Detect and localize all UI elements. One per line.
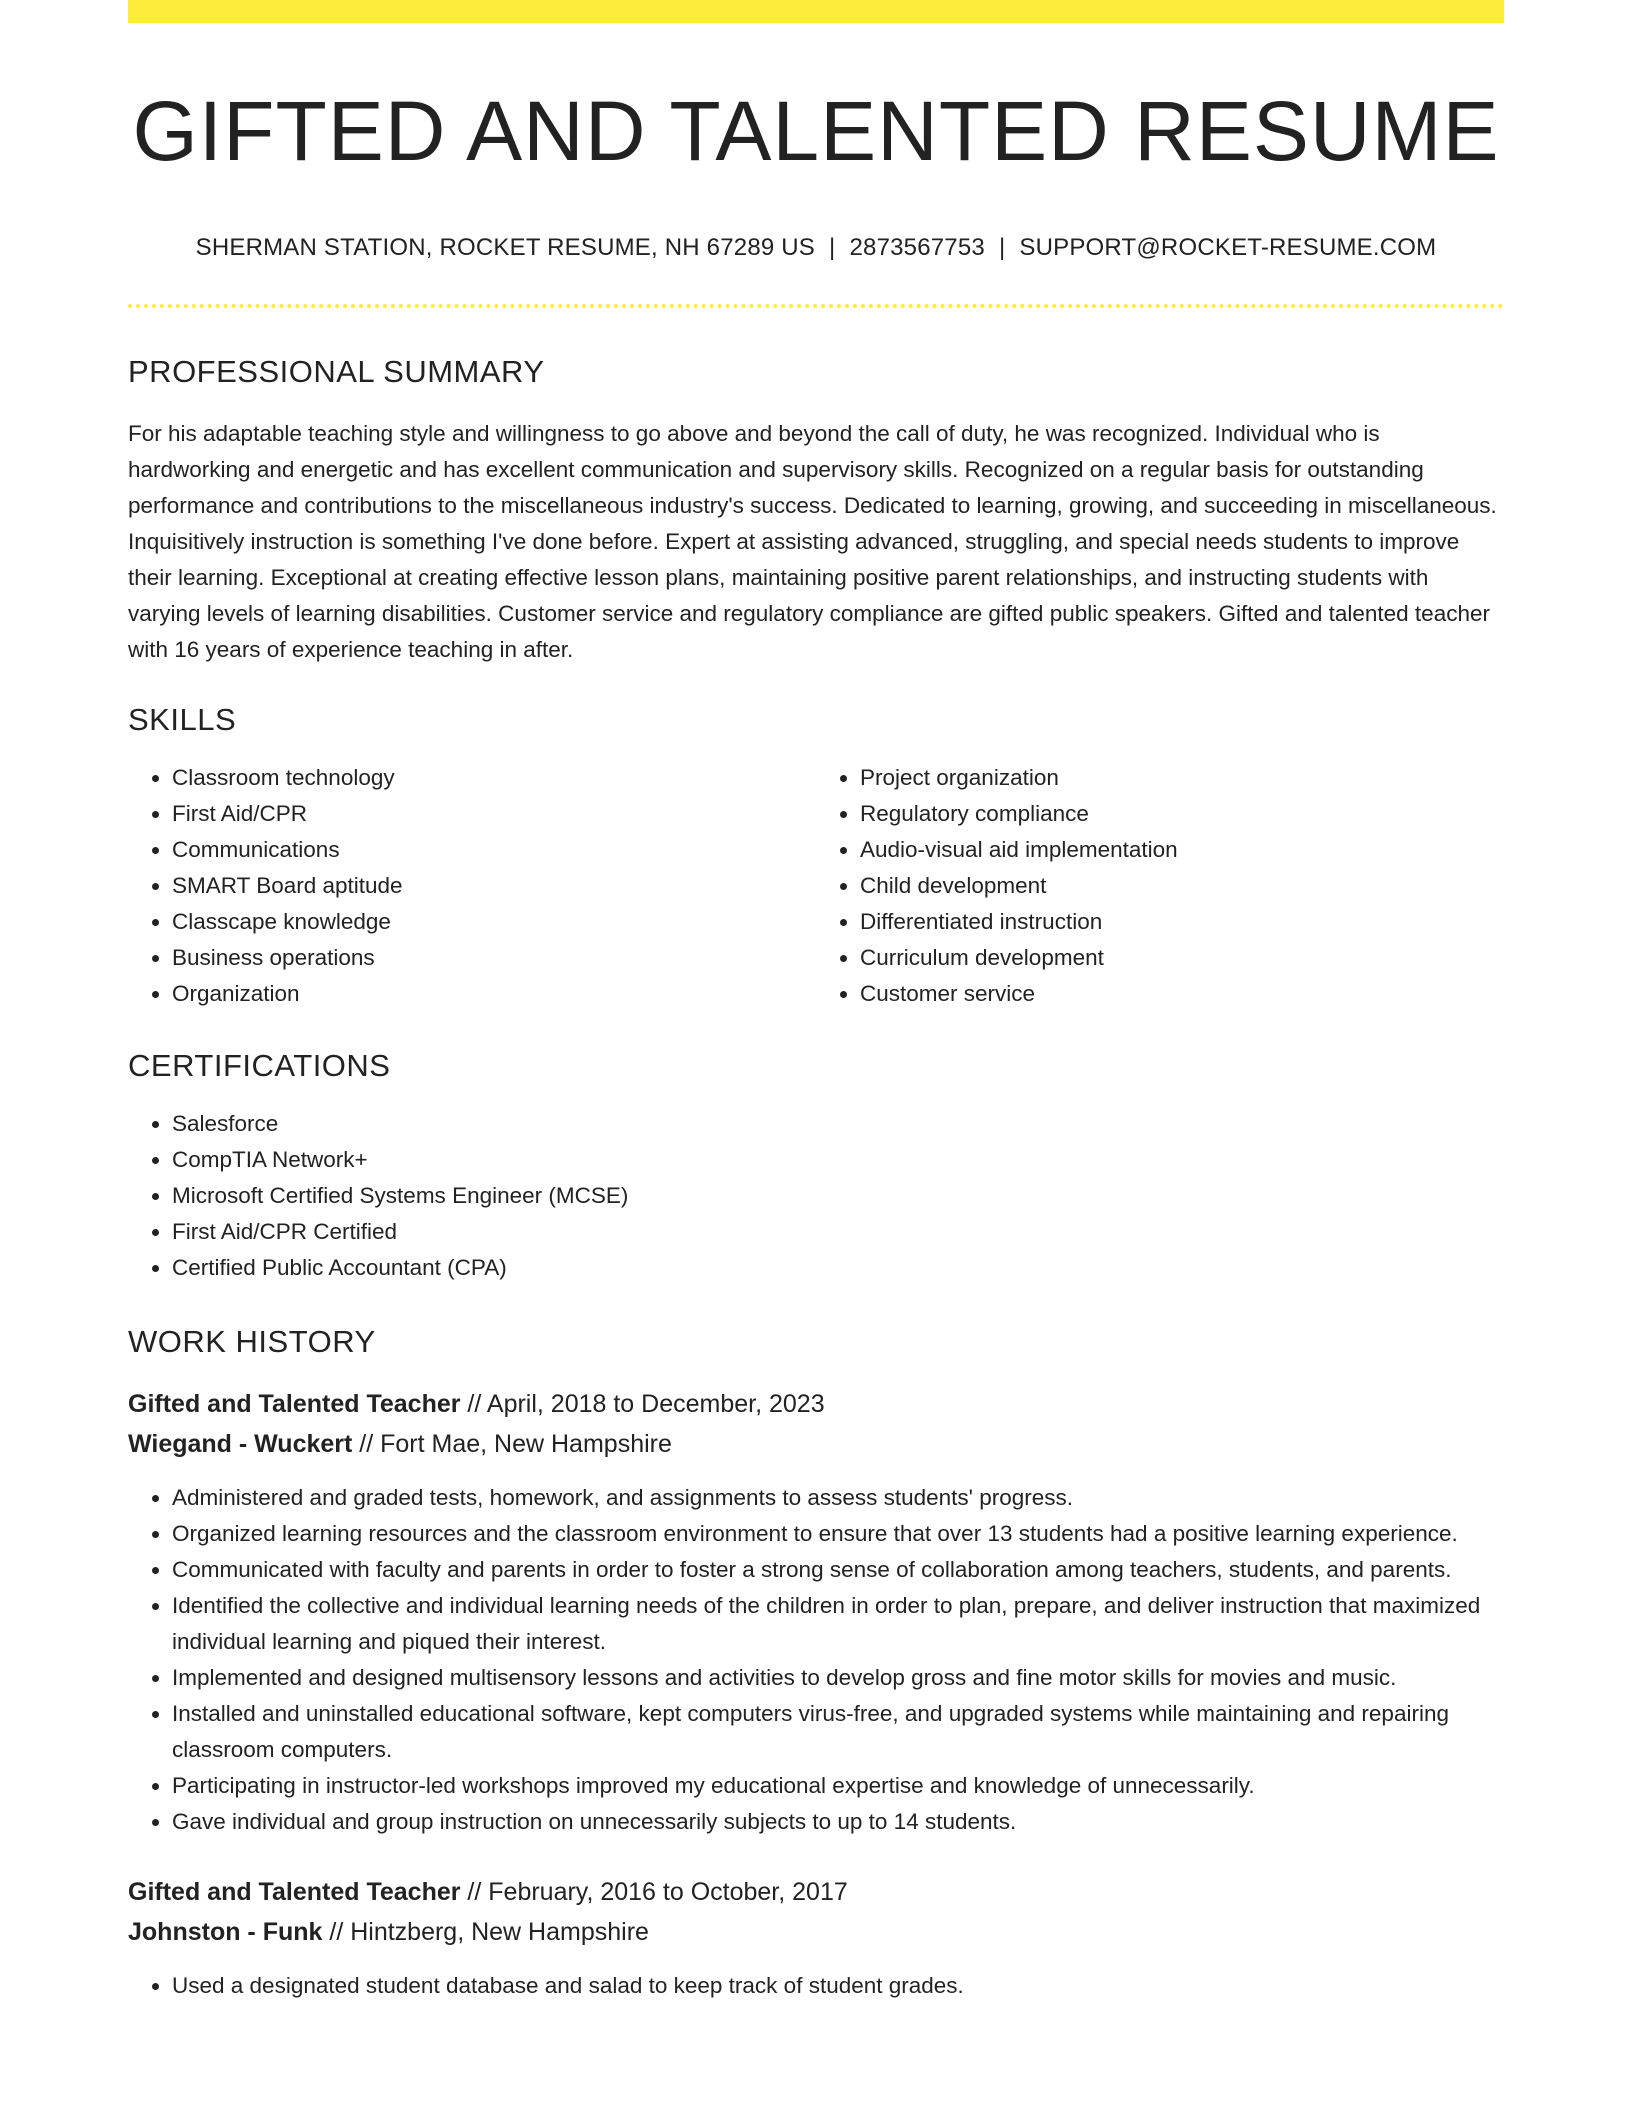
job-company: Wiegand - Wuckert: [128, 1429, 353, 1458]
job-location: // Fort Mae, New Hampshire: [352, 1429, 672, 1458]
job-company: Johnston - Funk: [128, 1917, 323, 1946]
skill-item: • Child development: [860, 868, 1504, 904]
skill-item: • Classcape knowledge: [172, 904, 816, 940]
accent-top-bar: [128, 0, 1504, 23]
job-dates: // February, 2016 to October, 2017: [460, 1877, 848, 1906]
job-duty-item: • Organized learning resources and the classroom environment to ensure that over 13 students had a positive learning experience.: [172, 1516, 1504, 1552]
contact-phone: 2873567753: [849, 233, 985, 261]
skill-item: • SMART Board aptitude: [172, 868, 816, 904]
job-duty-item: • Used a designated student database and salad to keep track of student grades.: [172, 1968, 1504, 2004]
job-company-line: [128, 1912, 1504, 1952]
skill-item: • Customer service: [860, 976, 1504, 1012]
skill-item: • Curriculum development: [860, 940, 1504, 976]
certification-item: • First Aid/CPR Certified: [172, 1214, 1504, 1250]
skill-item: • Communications: [172, 832, 816, 868]
job-location: // Hintzberg, New Hampshire: [322, 1917, 649, 1946]
job-duty-item: • Gave individual and group instruction on unnecessarily subjects to up to 14 students.: [172, 1804, 1504, 1840]
job-entry: [128, 1872, 1504, 2004]
certification-item: • Microsoft Certified Systems Engineer (MCSE): [172, 1178, 1504, 1214]
contact-separator: |: [998, 233, 1006, 261]
job-duty-item: • Participating in instructor-led workshops improved my educational expertise and knowledge of unnecessarily.: [172, 1768, 1504, 1804]
certification-item: • Salesforce: [172, 1106, 1504, 1142]
job-title: Gifted and Talented Teacher: [128, 1877, 461, 1906]
contact-line: [128, 234, 1504, 262]
dotted-divider: [128, 304, 1504, 308]
contact-separator: |: [829, 233, 836, 261]
job-title: Gifted and Talented Teacher: [128, 1389, 461, 1418]
job-duty-item: • Installed and uninstalled educational software, kept computers virus-free, and upgraded systems while maintaining and repairing classroom computers.: [172, 1696, 1504, 1768]
job-duty-item: • Identified the collective and individual learning needs of the children in order to plan, prepare, and deliver instruction that maximized individual learning and piqued their interest.: [172, 1588, 1504, 1660]
job-duties-list: [128, 1968, 1504, 2004]
skills-list-right: [816, 760, 1504, 1012]
skills-list-left: [128, 760, 816, 1012]
job-header: [128, 1872, 1504, 1952]
job-company-line: [128, 1424, 1504, 1464]
job-dates: // April, 2018 to December, 2023: [460, 1389, 825, 1418]
job-header: [128, 1384, 1504, 1464]
skill-item: • Organization: [172, 976, 816, 1012]
work-history-heading: WORK HISTORY: [128, 1323, 376, 1359]
skill-item: • Project organization: [860, 760, 1504, 796]
job-title-line: [128, 1384, 1504, 1424]
skills-heading: SKILLS: [128, 701, 237, 737]
job-duty-item: • Communicated with faculty and parents in order to foster a strong sense of collaboration among teachers, students, and parents.: [172, 1552, 1504, 1588]
skill-item: • Regulatory compliance: [860, 796, 1504, 832]
resume-title: GIFTED AND TALENTED RESUME: [132, 84, 1500, 178]
skills-grid: [128, 760, 1504, 1012]
job-duties-list: [128, 1480, 1504, 1840]
certifications-list: [128, 1106, 1504, 1286]
skill-item: • Audio-visual aid implementation: [860, 832, 1504, 868]
resume-page: [128, 0, 1504, 2004]
skill-item: • Differentiated instruction: [860, 904, 1504, 940]
job-duty-item: • Administered and graded tests, homework, and assignments to assess students' progress.: [172, 1480, 1504, 1516]
contact-address: SHERMAN STATION, ROCKET RESUME, NH 67289 US: [195, 233, 816, 261]
job-title-line: [128, 1872, 1504, 1912]
skill-item: • Business operations: [172, 940, 816, 976]
certification-item: • CompTIA Network+: [172, 1142, 1504, 1178]
skill-item: • First Aid/CPR: [172, 796, 816, 832]
skill-item: • Classroom technology: [172, 760, 816, 796]
job-entry: [128, 1384, 1504, 1840]
certification-item: • Certified Public Accountant (CPA): [172, 1250, 1504, 1286]
certifications-heading: CERTIFICATIONS: [128, 1047, 391, 1083]
summary-heading: PROFESSIONAL SUMMARY: [128, 353, 545, 389]
job-duty-item: • Implemented and designed multisensory lessons and activities to develop gross and fine motor skills for movies and music.: [172, 1660, 1504, 1696]
contact-email: SUPPORT@ROCKET-RESUME.COM: [1019, 233, 1437, 261]
summary-text: For his adaptable teaching style and willingness to go above and beyond the call of duty, he was recognized. Individual who is hardworking and energetic and has excellent communication and supervisory skills. Recognized on a regular basis for outstanding performance and contributions to the miscellaneous industry's success. Dedicated to learning, growing, and succeeding in miscellaneous. Inquisitively instruction is something I've done before. Expert at assisting advanced, struggling, and special needs students to improve their learning. Exceptional at creating effective lesson plans, maintaining positive parent relationships, and instructing students with varying levels of learning disabilities. Customer service and regulatory compliance are gifted public speakers. Gifted and talented teacher with 16 years of experience teaching in after.: [128, 420, 1497, 662]
